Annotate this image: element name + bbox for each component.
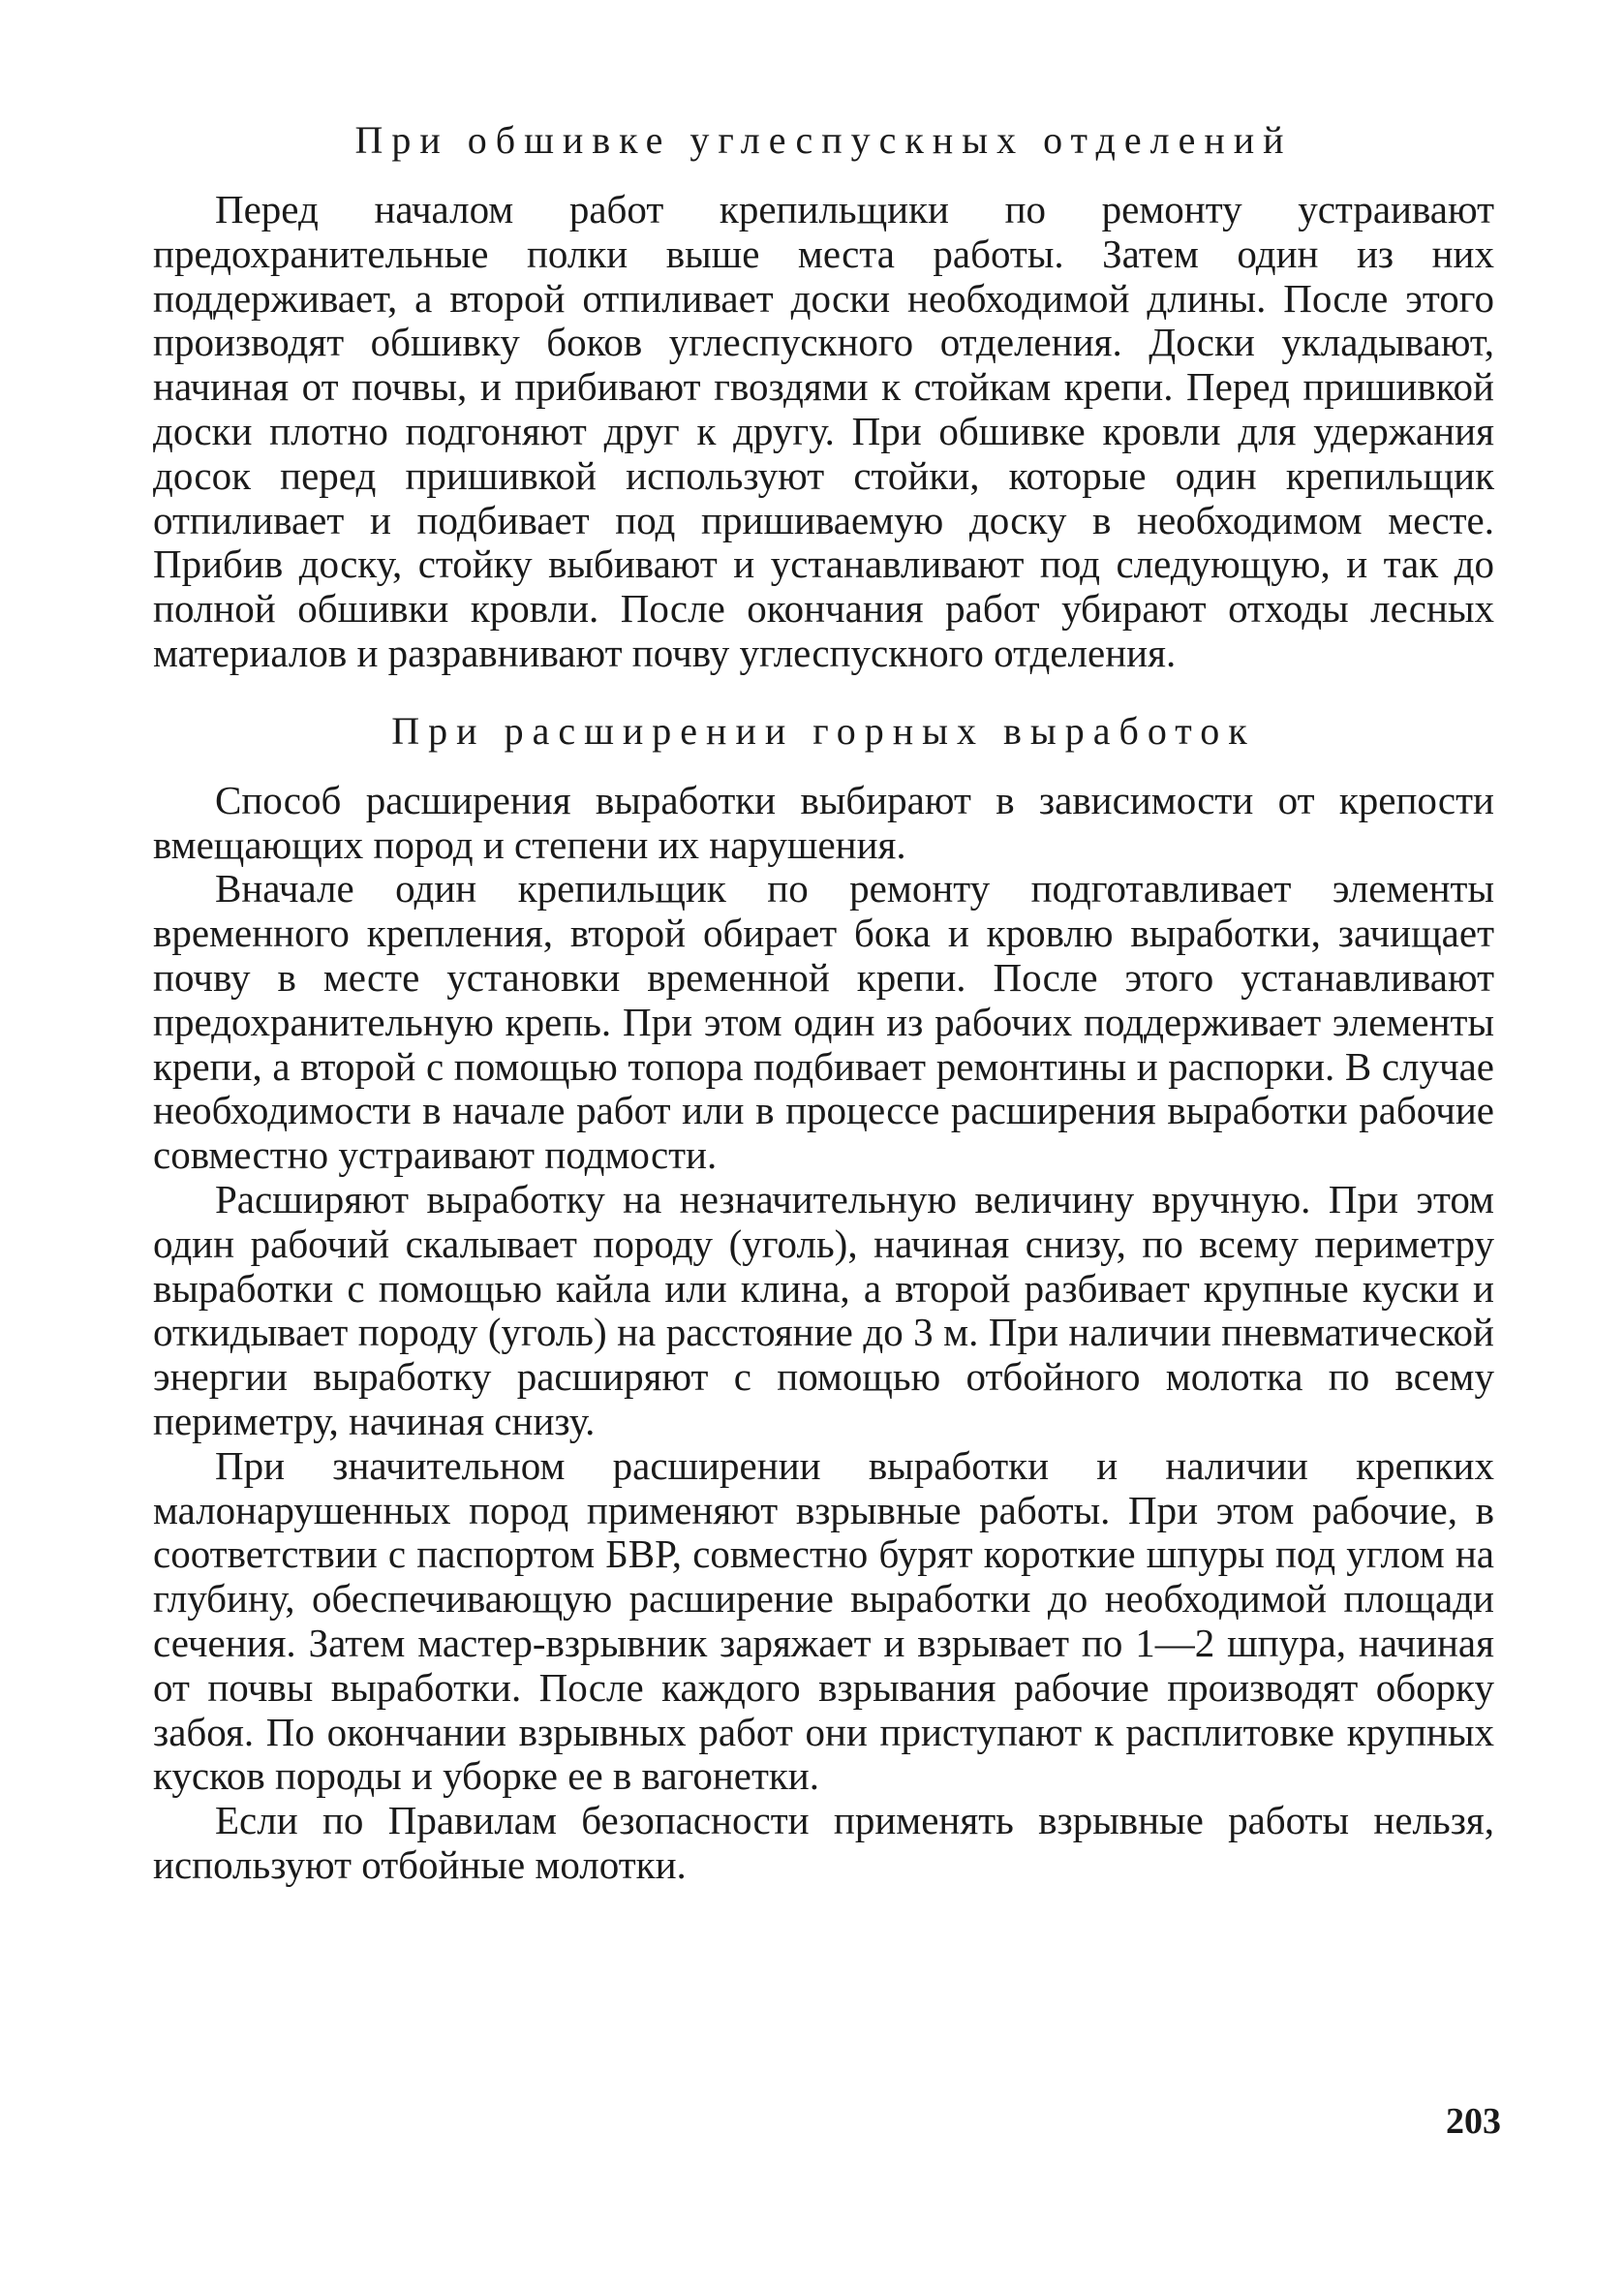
paragraph: При значительном расширении выработки и наличии крепких малонарушенных пород применяют взрывные работы. При этом рабочие, в соответствии с паспортом БВР, совместно бурят короткие шпуры под углом на глубину, обеспечивающую расширение выработки до необходимой площади сечения. Затем мастер-взрывник заряжает и взрывает по 1—2 шпура, начиная от почвы выработки. После каждого взрывания рабочие производят оборку забоя. По окончании взрывных работ они приступают к расплитовке крупных кусков породы и уборке ее в вагонетки. [153, 1442, 1494, 1799]
page-body [153, 114, 1494, 1888]
paragraph: Вначале один крепильщик по ремонту подготавливает элементы временного крепления, второй обирает бока и кровлю выработки, зачищает почву в месте установки временной крепи. После этого устанавливают предохранительную крепь. При этом один из рабочих поддерживает элементы крепи, а второй с помощью топора подбивает ремонтины и распорки. В случае необходимости в начале работ или в процессе расширения выработки рабочие совместно устраивают подмости. [153, 866, 1494, 1178]
paragraph: Расширяют выработку на незначительную величину вручную. При этом один рабочий скалывает породу (уголь), начиная снизу, по всему периметру выработки с помощью кайла или клина, а второй разбивает крупные куски и откидывает породу (уголь) на расстояние до 3 м. При наличии пневматической энергии выработку расширяют с помощью отбойного молотка по всему периметру, начиная снизу. [153, 1176, 1494, 1443]
paragraph: Способ расширения выработки выбирают в зависимости от крепости вмещающих пород и степени их нарушения. [153, 777, 1494, 867]
page-number: 203 [1446, 2101, 1501, 2142]
section-heading: При расширении горных выработок [391, 708, 1256, 753]
paragraph: Если по Правилам безопасности применять взрывные работы нельзя, используют отбойные молотки. [153, 1798, 1494, 1887]
paragraph: Перед началом работ крепильщики по ремонту устраивают предохранительные полки выше места работы. Затем один из них поддерживает, а второй отпиливает доски необходимой длины. После этого производят обшивку боков углеспускного отделения. Доски укладывают, начиная от почвы, и прибивают гвоздями к стойкам крепи. Перед пришивкой доски плотно подгоняют друг к другу. При обшивке кровли для удержания досок перед пришивкой используют стойки, которые один крепильщик отпиливает и подбивает под пришиваемую доску в необходимом месте. Прибив доску, стойку выбивают и устанавливают под следующую, и так до полной обшивки кровли. После окончания работ убирают отходы лесных материалов и разравнивают почву углеспускного отделения. [153, 187, 1494, 675]
section-heading: При обшивке углеспускных отделений [354, 118, 1293, 162]
